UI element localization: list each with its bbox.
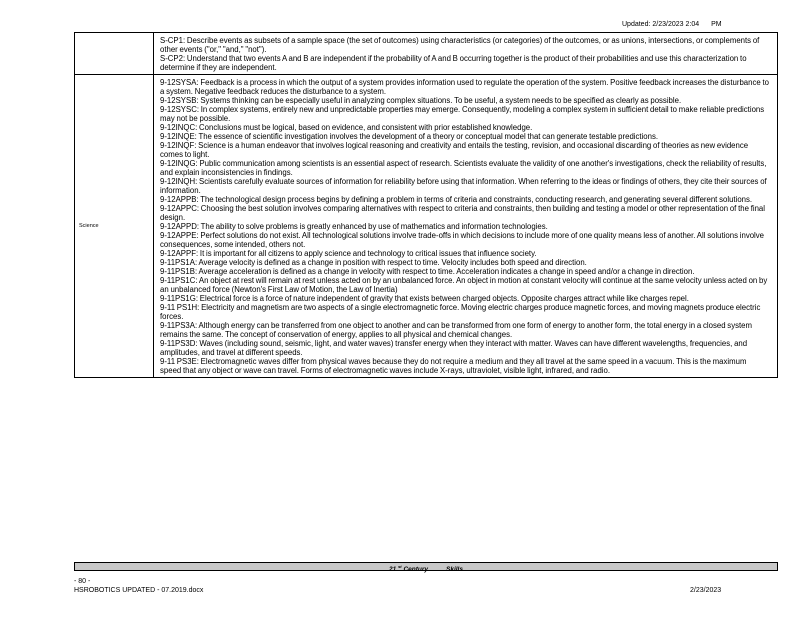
standard-text: 9-11PS3A: Although energy can be transferred from one object to another and can be transformed from one form of energy to another form, the total energy in a closed system remains the same. The concept of conservation of energy, applies to all physical and chemical changes.	[160, 321, 752, 339]
standards-row-top	[75, 33, 778, 75]
standard-text: 9-12APPE: Perfect solutions do not exist. All technological solutions involve trade-offs in which decisions to include more of one quality means less of another. All solutions involve consequences, some intended, others not.	[160, 231, 765, 249]
standard-text: 9-11PS1C: An object at rest will remain at rest unless acted on by an unbalanced force. An object in motion at constant velocity will continue at the same velocity unless acted on by an unbalanced force (Newton's First Law of Motion, the Law of Inertia)	[160, 276, 768, 294]
standard-text: 9-12APPC: Choosing the best solution involves comparing alternatives with respect to criteria and constraints, then building and testing a model or other representation of the final design.	[160, 204, 766, 222]
standard-text: 9-12APPB: The technological design process begins by defining a problem in terms of criteria and constraints, conducting research, and generating several different solutions.	[160, 195, 753, 204]
science-standards-cell	[154, 75, 778, 378]
standard-text: 9-12INQF: Science is a human endeavor that involves logical reasoning and creativity and entails the testing, revision, and occasional discarding of theories as new evidence comes to light.	[160, 141, 749, 159]
standard-text: 9-12SYSB: Systems thinking can be especially useful in analyzing complex situations. To be useful, a system needs to be specified as clearly as possible.	[160, 96, 682, 105]
standard-text: 9-12INQH: Scientists carefully evaluate sources of information for reliability before using that information. When referring to the ideas or findings of others, they cite their sources of information.	[160, 177, 767, 195]
standards-row-science	[75, 75, 778, 378]
standard-text: 9-11 PS3E: Electromagnetic waves differ from physical waves because they do not require a medium and they all travel at the same speed in a vacuum. This is the maximum speed that any object or wave can travel. Forms of electromagnetic waves include X-rays, ultraviolet, visible light, infrared, and radio.	[160, 357, 747, 375]
top-standards-cell	[154, 33, 778, 75]
footer-filename: HSROBOTICS UPDATED - 07.2019.docx	[74, 587, 204, 594]
standard-text: 9-11 PS1H: Electricity and magnetism are two aspects of a single electromagnetic force. Moving electric charges produce magnetic forces, and moving magnets produce electric forces.	[160, 303, 761, 321]
standard-text: 9-11PS1B: Average acceleration is defined as a change in velocity with respect to time. Acceleration indicates a change in speed and/or a change in direction.	[160, 267, 695, 276]
updated-ampm: PM	[711, 21, 722, 28]
century-suffix: st	[398, 564, 402, 569]
subject-cell-empty	[75, 33, 154, 75]
footer-date: 2/23/2023	[690, 587, 722, 594]
standards-list	[160, 78, 769, 375]
standard-text: 9-12INQG: Public communication among scientists is an essential aspect of research. Scientists evaluate the validity of one another's investigations, check the reliability of results, and explain inconsistencies in findings.	[160, 159, 767, 177]
standard-text: 9-12APPF: It is important for all citizens to apply science and technology to critical issues that influence society.	[160, 249, 537, 258]
standard-text: 9-11PS3D: Waves (including sound, seismic, light, and water waves) transfer energy when they interact with matter. Waves can have different wavelengths, frequencies, and amplitudes, and travel at different speeds.	[160, 339, 748, 357]
subject-label: Science	[79, 223, 99, 229]
updated-date: 2/23/2023	[652, 21, 684, 28]
standard-text: S-CP2: Understand that two events A and B are independent if the probability of A and B occurring together is the product of their probabilities and use this characterization to determine if they are independent.	[160, 54, 747, 72]
standard-text: 9-12SYSC: In complex systems, entirely new and unpredictable properties may emerge. Consequently, modeling a complex system in sufficient detail to make reliable predictions may not be possible.	[160, 105, 765, 123]
standard-text: 9-12INQC: Conclusions must be logical, based on evidence, and consistent with prior established knowledge.	[160, 123, 533, 132]
section-bar-skills: Skills	[446, 566, 463, 574]
updated-stamp	[622, 21, 722, 28]
section-bar-century	[389, 566, 428, 573]
standard-text: S-CP1: Describe events as subsets of a sample space (the set of outcomes) using characteristics (or categories) of the outcomes, or as unions, intersections, or complements of other events ("or," "and," "not").	[160, 36, 760, 54]
section-bar	[74, 562, 778, 574]
standard-text: 9-12INQE: The essence of scientific investigation involves the development of a theory or conceptual model that can generate testable predictions.	[160, 132, 659, 141]
standard-text: 9-11PS1A: Average velocity is defined as a change in position with respect to time. Velocity includes both speed and direction.	[160, 258, 587, 267]
century-number: 21	[389, 566, 397, 574]
standard-text: 9-12APPD: The ability to solve problems is greatly enhanced by use of mathematics and information technologies.	[160, 222, 548, 231]
standard-text: 9-11PS1G: Electrical force is a force of nature independent of gravity that exists between charged objects. Opposite charges attract while like charges repel.	[160, 294, 689, 303]
subject-cell	[75, 75, 154, 378]
standard-text: 9-12SYSA: Feedback is a process in which the output of a system provides information used to regulate the operation of the system. Positive feedback increases the disturbance to a system. Negative feedback reduces the disturbance to a system.	[160, 78, 769, 96]
updated-time: 2:04	[685, 21, 700, 28]
updated-label: Updated:	[622, 21, 651, 28]
standards-table	[74, 32, 778, 378]
footer-page-number: - 80 -	[74, 578, 91, 585]
century-word: Century	[403, 566, 428, 574]
